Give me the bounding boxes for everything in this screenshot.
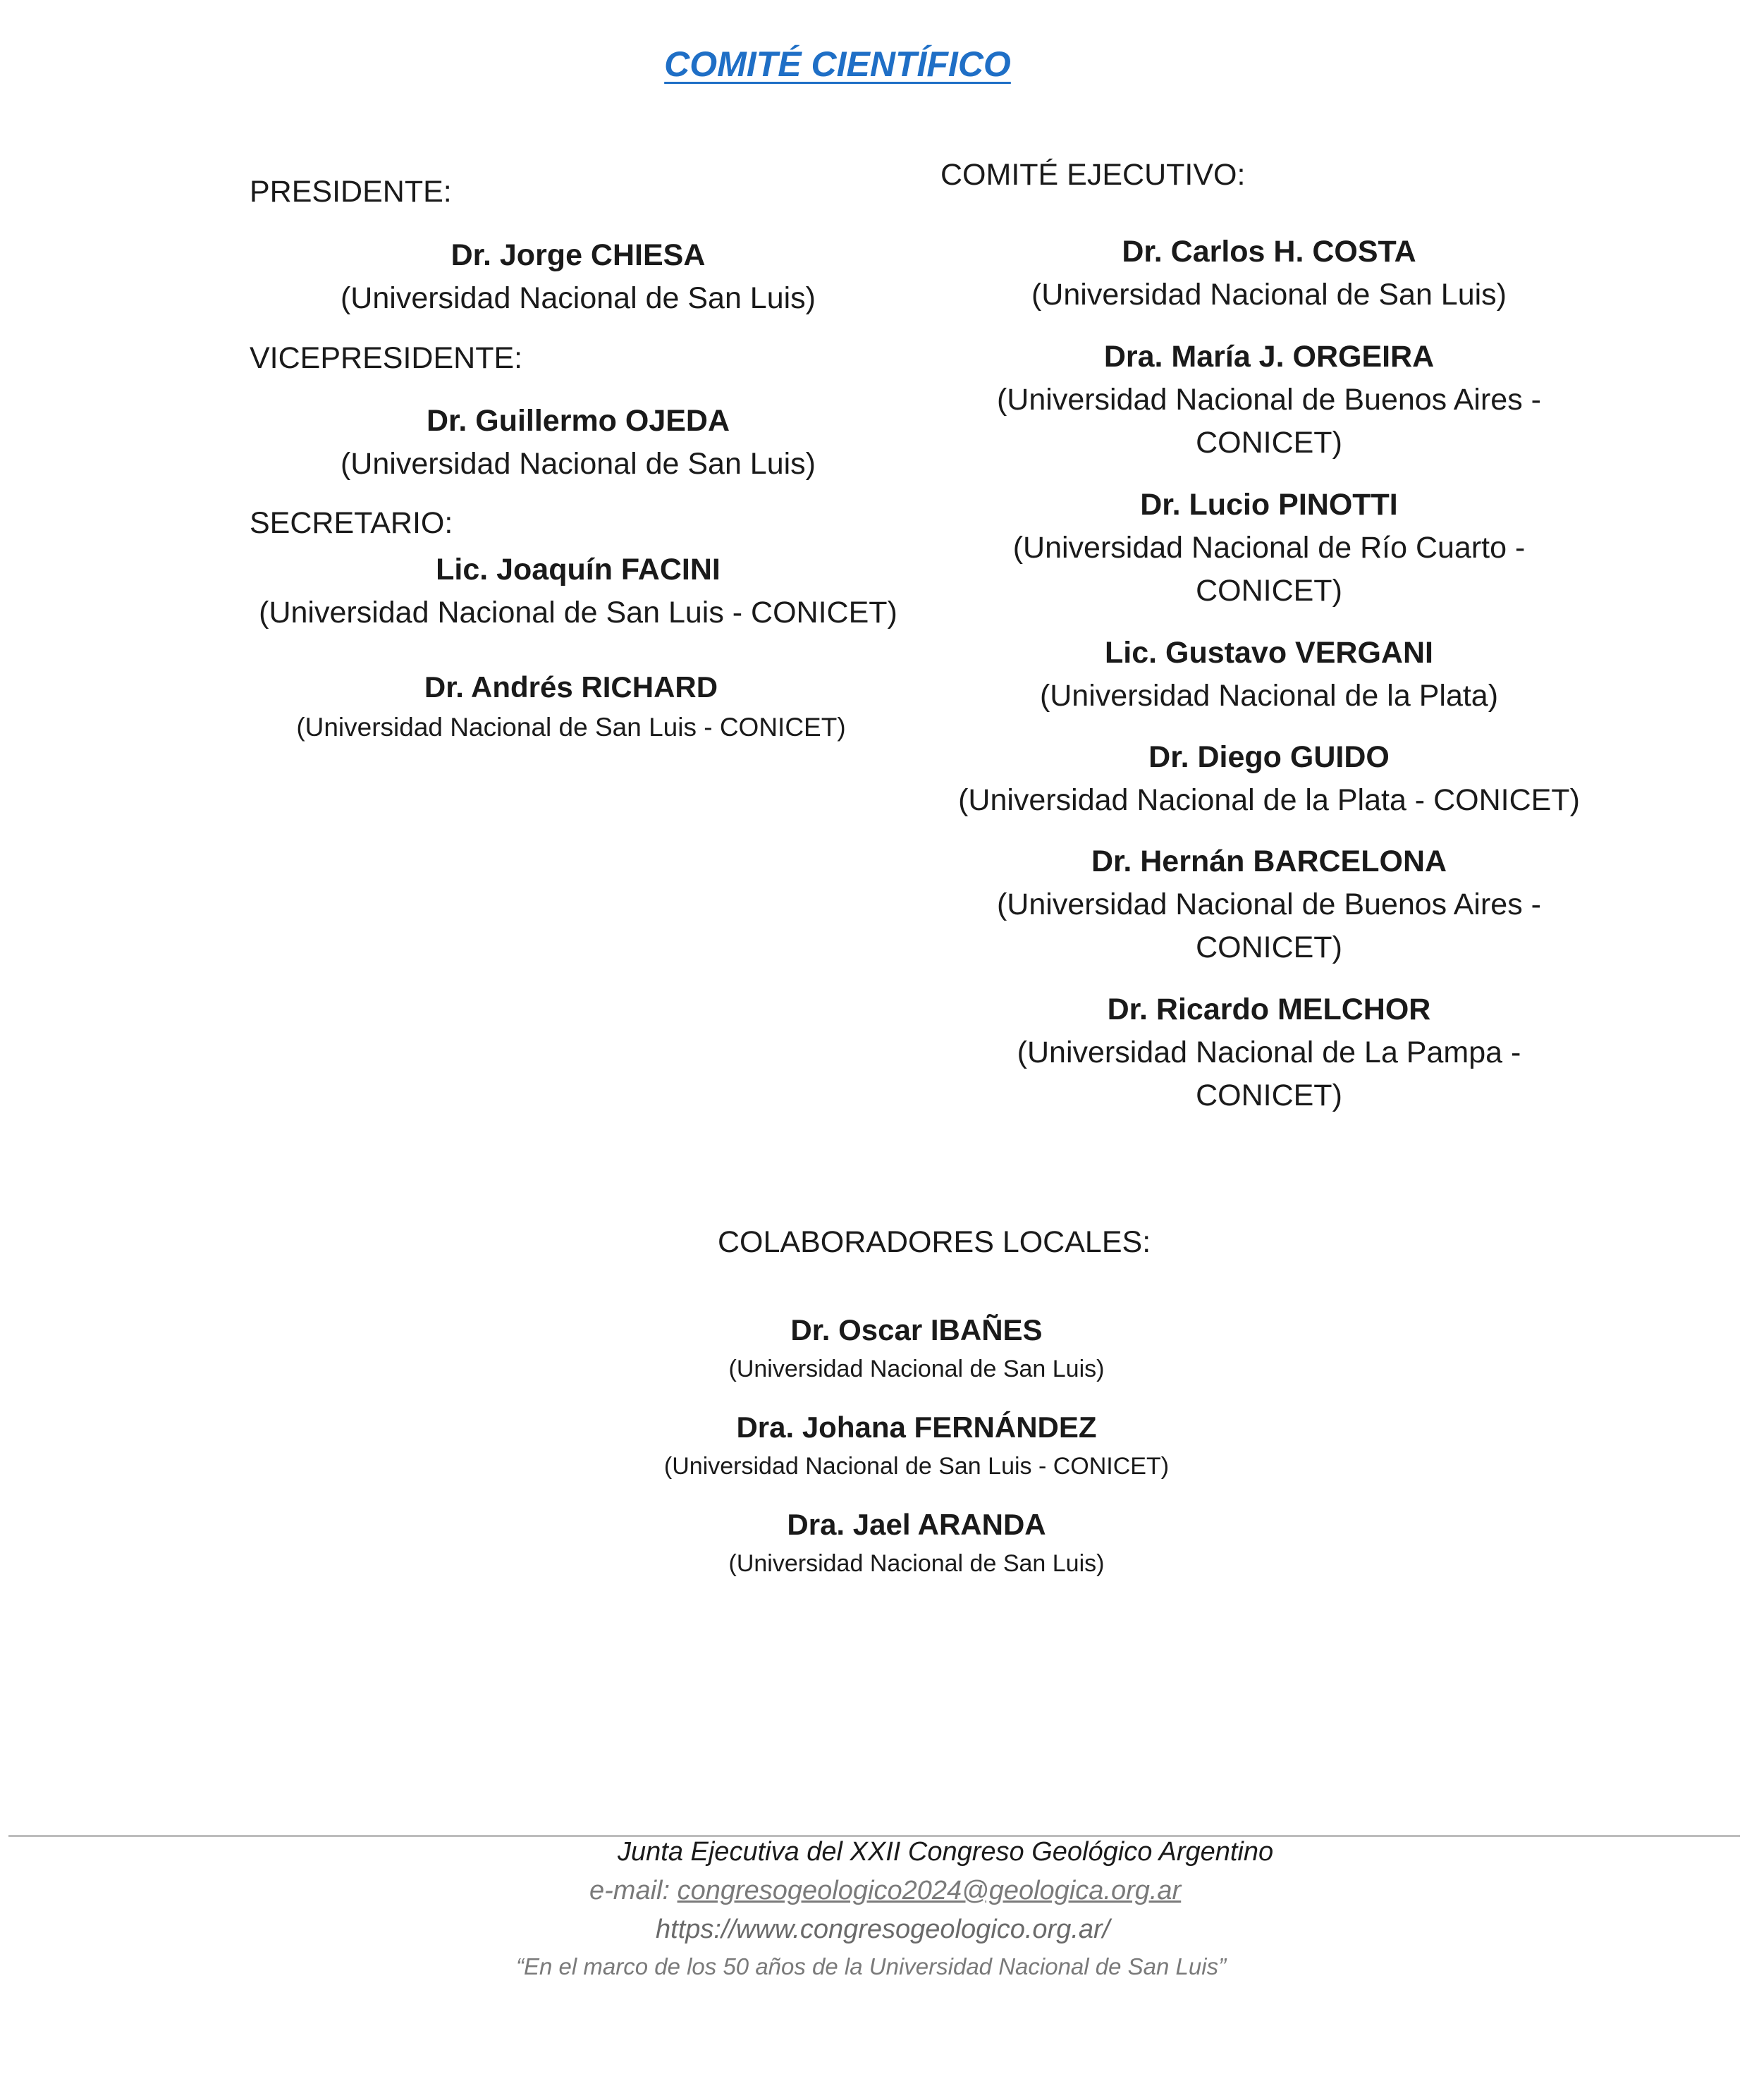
- member-institution: (Universidad Nacional de la Plata - CONICET): [958, 783, 1580, 817]
- member-name: Dr. Hernán BARCELONA: [1091, 845, 1447, 878]
- colaborador-entry: [494, 1407, 1340, 1485]
- colaborador-institution: (Universidad Nacional de San Luis): [728, 1356, 1105, 1382]
- ejecutivo-member: [931, 484, 1607, 613]
- ejecutivo-member: [931, 231, 1607, 317]
- vicepresidente-entry: [240, 400, 917, 486]
- presidente-entry: [240, 234, 917, 320]
- member-name: Dr. Lucio PINOTTI: [1140, 488, 1398, 522]
- secretario-heading: SECRETARIO:: [250, 506, 453, 540]
- vicepresidente-name: Dr. Guillermo OJEDA: [426, 404, 730, 438]
- member-institution: (Universidad Nacional de Buenos Aires - CONICET): [996, 888, 1541, 964]
- member-institution: (Universidad Nacional de Río Cuarto - CONICET): [1012, 531, 1526, 608]
- email-link[interactable]: congresogeologico2024@geologica.org.ar: [677, 1876, 1182, 1905]
- secretario-name: Lic. Joaquín FACINI: [436, 553, 721, 587]
- presidente-heading: PRESIDENTE:: [250, 175, 452, 209]
- member-institution: (Universidad Nacional de La Pampa - CONICET): [1017, 1036, 1521, 1112]
- colaborador-name: Dra. Johana FERNÁNDEZ: [736, 1411, 1097, 1444]
- colaborador-institution: (Universidad Nacional de San Luis): [728, 1550, 1105, 1577]
- presidente-name: Dr. Jorge CHIESA: [450, 238, 706, 272]
- secretario-entry-2: [233, 667, 909, 747]
- vicepresidente-heading: VICEPRESIDENTE:: [250, 341, 523, 375]
- colaboradores-heading: COLABORADORES LOCALES:: [718, 1225, 1151, 1259]
- secretario-institution: (Universidad Nacional de San Luis - CONICET): [259, 596, 897, 630]
- vicepresidente-institution: (Universidad Nacional de San Luis): [340, 447, 816, 481]
- page-title: COMITÉ CIENTÍFICO: [664, 44, 1011, 84]
- email-label: e-mail:: [589, 1876, 678, 1905]
- member-institution: (Universidad Nacional de la Plata): [1039, 679, 1499, 713]
- footer-website[interactable]: https://www.congresogeologico.org.ar/: [656, 1915, 1110, 1944]
- footer-organizer: Junta Ejecutiva del XXII Congreso Geológico Argentino: [618, 1837, 1274, 1867]
- member-name: Dr. Carlos H. COSTA: [1122, 235, 1416, 269]
- ejecutivo-member: [931, 632, 1607, 718]
- colaborador-entry: [494, 1310, 1340, 1387]
- footer-email-line: [589, 1876, 1181, 1906]
- secretario-name: Dr. Andrés RICHARD: [424, 670, 718, 704]
- member-name: Dr. Diego GUIDO: [1148, 740, 1390, 774]
- secretario-institution: (Universidad Nacional de San Luis - CONICET): [296, 713, 846, 742]
- member-institution: (Universidad Nacional de Buenos Aires - CONICET): [996, 383, 1541, 460]
- ejecutivo-member: [931, 840, 1607, 969]
- colaborador-entry: [494, 1504, 1340, 1582]
- ejecutivo-member: [931, 988, 1607, 1117]
- colaborador-name: Dra. Jael ARANDA: [787, 1508, 1046, 1541]
- footer-tagline: “En el marco de los 50 años de la Universidad Nacional de San Luis”: [516, 1953, 1227, 1979]
- colaborador-name: Dr. Oscar IBAÑES: [790, 1313, 1043, 1346]
- comite-ejecutivo-heading: COMITÉ EJECUTIVO:: [940, 158, 1246, 192]
- ejecutivo-member: [931, 336, 1607, 465]
- ejecutivo-member: [917, 736, 1622, 822]
- presidente-institution: (Universidad Nacional de San Luis): [340, 281, 816, 315]
- secretario-entry-1: [240, 548, 917, 634]
- member-name: Dra. María J. ORGEIRA: [1103, 340, 1435, 374]
- member-institution: (Universidad Nacional de San Luis): [1031, 278, 1507, 312]
- member-name: Dr. Ricardo MELCHOR: [1107, 993, 1431, 1026]
- colaborador-institution: (Universidad Nacional de San Luis - CONICET): [663, 1453, 1170, 1480]
- member-name: Lic. Gustavo VERGANI: [1105, 636, 1433, 670]
